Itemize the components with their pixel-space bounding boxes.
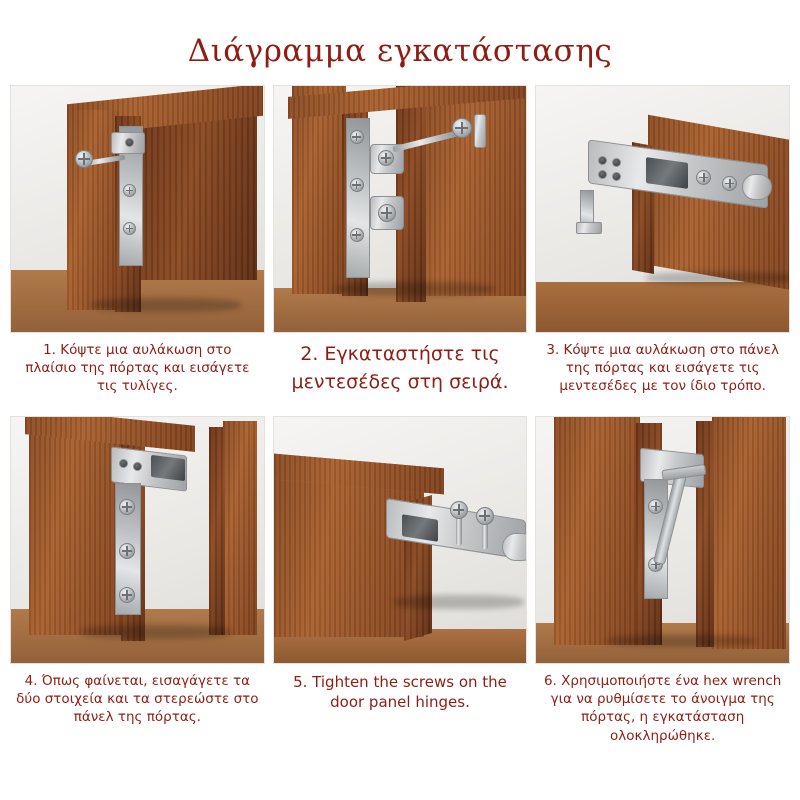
steps-grid: [0, 67, 800, 751]
floor: [536, 282, 789, 332]
floor-shadow: [606, 635, 756, 647]
step-caption-4: 4. Όπως φαίνεται, εισαγάγετε τα δύο στοιχεία και τα στερεώστε στο πάνελ της πόρτας.: [16, 672, 259, 726]
screw-3: [119, 587, 135, 603]
screw-head-2: [476, 507, 494, 525]
step-caption-1: 1. Κόψτε μια αυλάκωση στο πλαίσιο της πόρτας και εισάγετε τις τυλίγες.: [25, 342, 250, 395]
floor-shadow: [334, 282, 494, 296]
step-image-5: [273, 416, 528, 664]
hinge-hole-2: [133, 462, 142, 471]
step-caption-2: 2. Εγκαταστήστε τις μεντεσέδες στη σειρά.: [291, 343, 509, 393]
step-image-3: [535, 85, 790, 333]
panel-shadow: [646, 272, 790, 284]
screw-1: [123, 184, 136, 197]
step-caption-6: 6. Χρησιμοποιήστε ένα hex wrench για να ρυθμίσετε το άνοιγμα της πόρτας, η εγκατάσταση ολοκληρώθηκε.: [543, 672, 782, 744]
hinge-top-insert: [151, 455, 185, 481]
door-opening: [139, 104, 257, 280]
screw-1: [350, 130, 364, 144]
step-card-5: [273, 416, 528, 745]
step-card-1: [10, 85, 265, 414]
screw-head-inserting: [75, 150, 93, 168]
screw-2: [119, 543, 135, 559]
step-image-2: [273, 85, 528, 333]
screw-2: [123, 222, 136, 235]
frame-board: [712, 417, 786, 649]
floor-shadow: [81, 625, 231, 639]
pivot-screw-upper: [378, 150, 394, 166]
bolt-head: [452, 118, 472, 138]
step-image-4: [10, 416, 265, 664]
step-card-6: [535, 416, 790, 745]
panel-shadow: [394, 595, 524, 609]
step-card-4: [10, 416, 265, 745]
hinge-round-end: [742, 174, 772, 200]
pivot-screw-lower: [378, 204, 396, 222]
bracket-foot: [576, 222, 602, 234]
screw-head-1: [450, 501, 468, 519]
frame-jamb-edge: [209, 427, 225, 635]
hinge-round-end: [502, 533, 528, 561]
step-image-1: [10, 85, 265, 333]
floor-shadow: [91, 298, 241, 312]
door-leaf: [554, 417, 640, 645]
step-card-3: [535, 85, 790, 414]
screw-1: [119, 499, 135, 515]
screw-2: [350, 178, 364, 192]
panel-edge: [396, 86, 426, 302]
step-image-6: [535, 416, 790, 664]
screw-3: [350, 228, 364, 242]
plate-hole-1: [125, 138, 134, 147]
hinge-hole-1: [119, 459, 128, 468]
door-panel: [648, 115, 790, 291]
pin-sleeve: [474, 114, 486, 148]
frame-jamb: [223, 421, 257, 635]
page-title: Διάγραμμα εγκατάστασης: [187, 33, 613, 69]
step-card-2: [273, 85, 528, 414]
step-caption-3: 3. Κόψτε μια αυλάκωση στο πάνελ της πόρτας και εισάγετε τις μεντεσέδες με τον ίδιο τρόπο.: [546, 342, 779, 395]
step-caption-5: 5. Tighten the screws on the door panel hinges.: [293, 672, 507, 712]
